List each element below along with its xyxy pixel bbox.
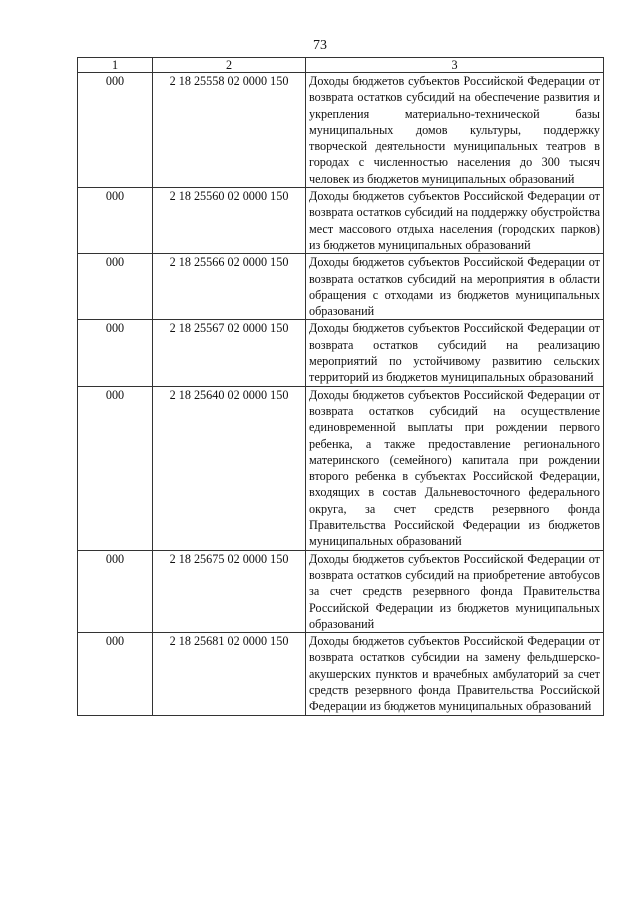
table-header-row <box>78 58 604 73</box>
budget-code-cell: 2 18 25566 02 0000 150 <box>153 254 306 320</box>
table-row <box>78 633 604 715</box>
table-row <box>78 254 604 320</box>
budget-code-cell: 2 18 25675 02 0000 150 <box>153 550 306 632</box>
table-row <box>78 73 604 188</box>
admin-code-cell: 000 <box>78 73 153 188</box>
table-row <box>78 188 604 254</box>
table-row <box>78 386 604 550</box>
column-header-3: 3 <box>306 58 604 73</box>
budget-classification-table <box>77 57 604 716</box>
budget-code-cell: 2 18 25640 02 0000 150 <box>153 386 306 550</box>
budget-code-cell: 2 18 25560 02 0000 150 <box>153 188 306 254</box>
admin-code-cell: 000 <box>78 188 153 254</box>
table-row <box>78 320 604 386</box>
description-cell: Доходы бюджетов субъектов Российской Федерации от возврата остатков субсидии на замену фельдшерско-акушерских пунктов и врачебных амбулаторий за счет средств резервного фонда Правительства Российской Федерации из бюджетов муниципальных образований <box>306 633 604 715</box>
budget-code-cell: 2 18 25681 02 0000 150 <box>153 633 306 715</box>
admin-code-cell: 000 <box>78 386 153 550</box>
description-cell: Доходы бюджетов субъектов Российской Федерации от возврата остатков субсидий на приобретение автобусов за счет средств резервного фонда Правительства Российской Федерации из бюджетов муниципальных образований <box>306 550 604 632</box>
description-cell: Доходы бюджетов субъектов Российской Федерации от возврата остатков субсидий на реализацию мероприятий по устойчивому развитию сельских территорий из бюджетов муниципальных образований <box>306 320 604 386</box>
budget-code-cell: 2 18 25558 02 0000 150 <box>153 73 306 188</box>
description-cell: Доходы бюджетов субъектов Российской Федерации от возврата остатков субсидий на мероприятия в области обращения с отходами из бюджетов муниципальных образований <box>306 254 604 320</box>
description-cell: Доходы бюджетов субъектов Российской Федерации от возврата остатков субсидий на обеспечение развития и укрепления материально-технической базы муниципальных домов культуры, поддержку творческой деятельности муниципальных театров в городах с численностью населения до 300 тысяч человек из бюджетов муниципальных образований <box>306 73 604 188</box>
description-cell: Доходы бюджетов субъектов Российской Федерации от возврата остатков субсидий на осуществление единовременной выплаты при рождении первого ребенка, а также предоставление регионального материнского (семейного) капитала при рождении второго ребенка в субъектах Российской Федерации, входящих в состав Дальневосточного федерального округа, за счет средств резервного фонда Правительства Российской Федерации из бюджетов муниципальных образований <box>306 386 604 550</box>
column-header-1: 1 <box>78 58 153 73</box>
admin-code-cell: 000 <box>78 550 153 632</box>
table-row <box>78 550 604 632</box>
column-header-2: 2 <box>153 58 306 73</box>
admin-code-cell: 000 <box>78 633 153 715</box>
admin-code-cell: 000 <box>78 320 153 386</box>
page-number: 73 <box>313 38 327 53</box>
admin-code-cell: 000 <box>78 254 153 320</box>
description-cell: Доходы бюджетов субъектов Российской Федерации от возврата остатков субсидий на поддержку обустройства мест массового отдыха населения (городских парков) из бюджетов муниципальных образований <box>306 188 604 254</box>
budget-code-cell: 2 18 25567 02 0000 150 <box>153 320 306 386</box>
